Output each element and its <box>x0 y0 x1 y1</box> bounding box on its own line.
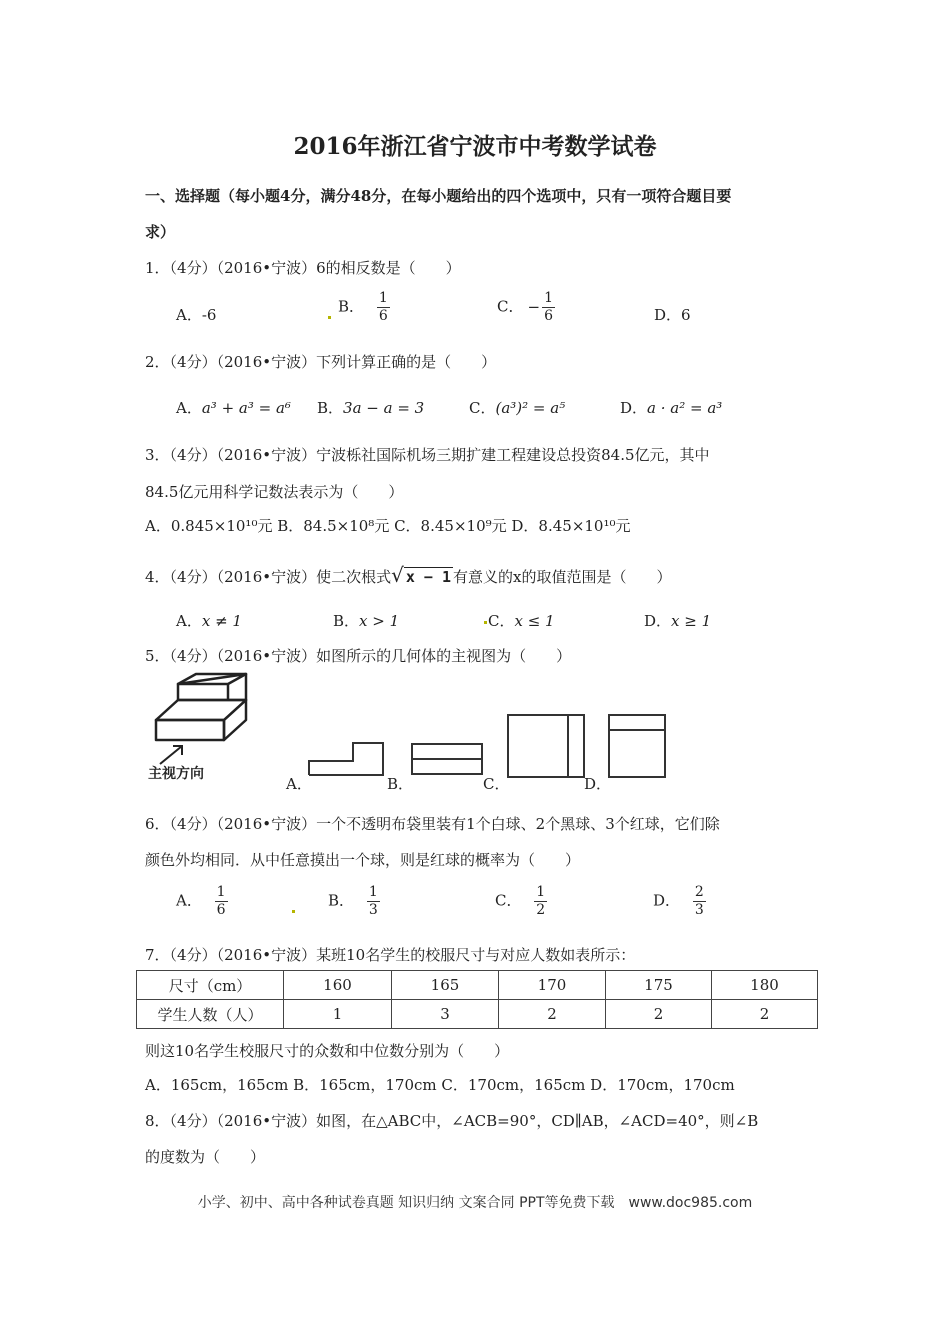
table-cell: 175 <box>606 971 712 1000</box>
table-cell: 1 <box>284 1000 392 1029</box>
q4-d-text: x ≥ 1 <box>671 612 712 630</box>
q1-b-fraction: $\frac{1}{6}$ <box>378 290 388 324</box>
q1-option-c: C． − $\frac{1}{6}$ <box>497 290 553 324</box>
table-cell: 160 <box>284 971 392 1000</box>
question-7-stem: 7．（4分）（2016•宁波）某班10名学生的校服尺寸与对应人数如表所示： <box>145 946 636 964</box>
q6-d-label: D． <box>653 891 681 910</box>
q6-a-label: A． <box>176 891 202 910</box>
table-cell: 170 <box>499 971 606 1000</box>
q6-option-d <box>653 884 706 919</box>
q2-d-label: D． <box>620 399 648 417</box>
q5-option-c-figure <box>506 713 586 779</box>
q6-option-c <box>495 884 547 919</box>
q4-option-b <box>333 610 399 631</box>
q2-c-text: (a³)² = a⁵ <box>495 399 566 417</box>
q5-option-d-figure <box>607 713 667 779</box>
q4-c-label: C． <box>488 612 515 630</box>
section-heading: 一、选择题（每小题4分，满分48分，在每小题给出的四个选项中，只有一项符合题目要 <box>145 187 732 205</box>
q1-c-fraction: $\frac{1}{6}$ <box>544 290 553 324</box>
q4-stem-before: 4．（4分）（2016•宁波）使二次根式 <box>145 568 392 586</box>
q1-b-label: B． <box>338 297 365 316</box>
q6-c-label: C． <box>495 891 522 910</box>
q5-d-label: D． <box>584 775 612 793</box>
q1-option-d <box>654 304 691 325</box>
q4-a-text: x ≠ 1 <box>201 612 242 630</box>
q6-d-fraction: $\frac{2}{3}$ <box>694 884 704 918</box>
table-row <box>137 971 818 1000</box>
q6-b-label: B． <box>328 891 355 910</box>
q1-option-a <box>176 304 216 325</box>
question-5-stem: 5．（4分）（2016•宁波）如图所示的几何体的主视图为（ ） <box>145 647 572 665</box>
table-cell: 2 <box>712 1000 818 1029</box>
q4-option-d <box>644 610 711 631</box>
table-cell: 165 <box>392 971 499 1000</box>
q2-option-a <box>176 397 291 418</box>
q6-option-a <box>176 884 228 919</box>
q2-a-label: A． <box>176 399 202 417</box>
question-2-stem: 2．（4分）（2016•宁波）下列计算正确的是（ ） <box>145 353 497 371</box>
question-8-stem-cont: 的度数为（ ） <box>145 1148 266 1166</box>
table-cell: 尺寸（cm） <box>137 971 284 1000</box>
q4-c-text: x ≤ 1 <box>514 612 555 630</box>
table-cell: 3 <box>392 1000 499 1029</box>
q2-b-label: B． <box>317 399 344 417</box>
q2-d-text: a · a² = a³ <box>647 399 723 417</box>
q6-b-fraction: $\frac{1}{3}$ <box>368 884 378 918</box>
q1-option-b <box>338 290 390 325</box>
q4-a-label: A． <box>176 612 202 630</box>
q6-option-b <box>328 884 380 919</box>
question-1-stem: 1．（4分）（2016•宁波）6的相反数是（ ） <box>145 259 461 277</box>
table-cell: 2 <box>606 1000 712 1029</box>
q4-stem-after: 有意义的x的取值范围是（ ） <box>453 568 672 586</box>
q1-c-label: C． <box>497 297 524 316</box>
table-cell: 180 <box>712 971 818 1000</box>
q2-b-text: 3a − a = 3 <box>343 399 425 417</box>
q3-options: A．0.845×10¹⁰元 B．84.5×10⁸元 C．8.45×10⁹元 D．8.45×10¹⁰元 <box>145 517 631 535</box>
q5-option-b-figure <box>410 742 485 777</box>
page-footer: 小学、初中、高中各种试卷真题 知识归纳 文案合同 PPT等免费下载 www.doc985.com <box>197 1195 753 1211</box>
table-cell: 学生人数（人） <box>137 1000 284 1029</box>
question-4-stem <box>145 563 672 587</box>
geometry-solid-figure <box>148 672 258 767</box>
q4-option-a <box>176 610 242 631</box>
q1-d-label: D． <box>654 306 682 324</box>
q4-option-c <box>488 610 555 631</box>
stray-dot <box>328 316 331 319</box>
q2-c-label: C． <box>469 399 496 417</box>
question-7-follow: 则这10名学生校服尺寸的众数和中位数分别为（ ） <box>145 1042 510 1060</box>
q2-a-text: a³ + a³ = a⁶ <box>201 399 291 417</box>
q6-a-fraction: $\frac{1}{6}$ <box>216 884 226 918</box>
q5-c-label: C． <box>483 775 510 793</box>
question-6-stem-cont: 颜色外均相同．从中任意摸出一个球，则是红球的概率为（ ） <box>145 851 581 869</box>
q5-option-a-figure <box>307 739 387 779</box>
q1-a-text: -6 <box>201 306 217 324</box>
q4-radicand: x − 1 <box>405 568 452 586</box>
q4-b-text: x > 1 <box>359 612 400 630</box>
stray-dot <box>484 621 487 624</box>
q2-option-d <box>620 397 722 418</box>
table-cell: 2 <box>499 1000 606 1029</box>
question-3-stem-cont: 84.5亿元用科学记数法表示为（ ） <box>145 483 404 501</box>
stray-dot <box>292 910 295 913</box>
section-heading-cont: 求） <box>145 223 176 241</box>
question-6-stem: 6．（4分）（2016•宁波）一个不透明布袋里装有1个白球、2个黑球、3个红球，它们除 <box>145 815 720 833</box>
q6-c-fraction: $\frac{1}{2}$ <box>536 884 546 918</box>
size-table <box>136 970 818 1029</box>
q2-option-b <box>317 397 424 418</box>
page-title: 2016年浙江省宁波市中考数学试卷 <box>293 133 657 160</box>
q2-option-c <box>469 397 565 418</box>
q1-a-label: A． <box>176 306 202 324</box>
question-3-stem: 3．（4分）（2016•宁波）宁波栎社国际机场三期扩建工程建设总投资84.5亿元，其中 <box>145 446 710 464</box>
q7-options: A．165cm，165cm B．165cm，170cm C．170cm，165cm D．170cm，170cm <box>145 1076 735 1094</box>
figure-caption: 主视方向 <box>148 766 204 782</box>
q5-a-label: A． <box>286 775 312 793</box>
radical-sign-icon: √ <box>391 563 404 587</box>
q4-d-label: D． <box>644 612 672 630</box>
q5-b-label: B． <box>387 775 414 793</box>
question-8-stem: 8．（4分）（2016•宁波）如图，在△ABC中，∠ACB=90°，CD∥AB，∠ACD=40°，则∠B <box>145 1112 759 1130</box>
table-row <box>137 1000 818 1029</box>
q1-d-text: 6 <box>681 306 691 324</box>
q4-b-label: B． <box>333 612 360 630</box>
